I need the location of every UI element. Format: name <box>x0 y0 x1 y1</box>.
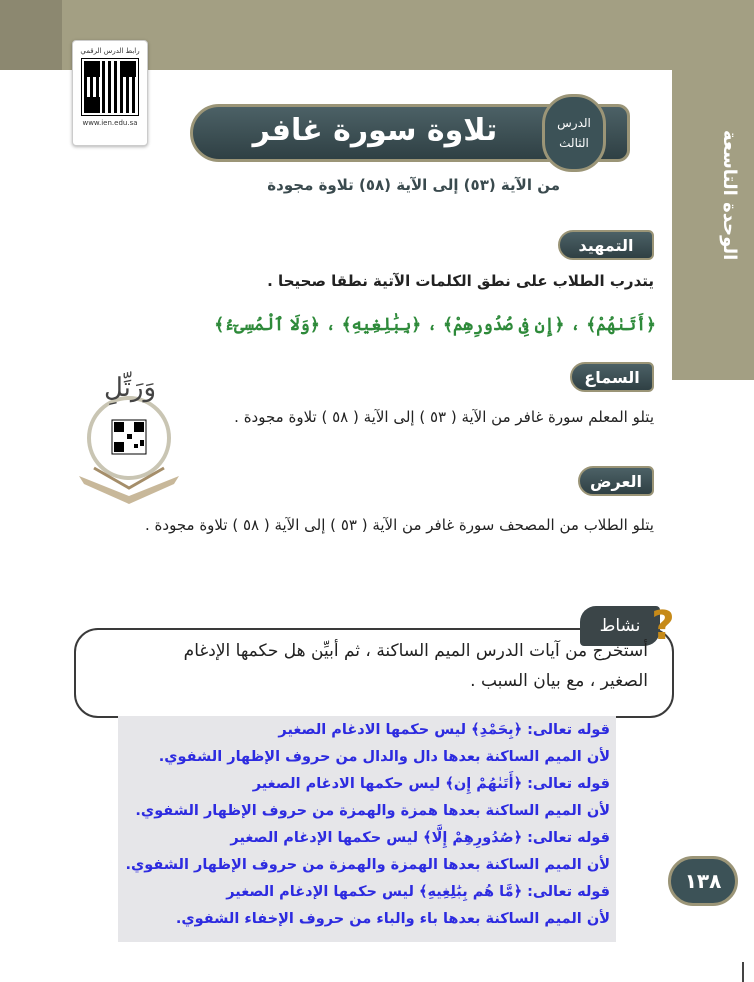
answer-line-3: قوله تعالى: ﴿أَتَىٰهُمْ إِن﴾ ليس حكمها الادغام الصغير <box>252 776 610 792</box>
listening-heading: السماع <box>570 362 654 392</box>
unit-label: الوحدة التاسعة <box>719 129 740 261</box>
qr-code-icon[interactable] <box>82 59 138 115</box>
lesson-subtitle: من الآية (٥٣) إلى الآية (٥٨) تلاوة مجودة <box>267 176 560 194</box>
lesson-badge <box>542 94 606 172</box>
answer-line-1: قوله تعالى: ﴿بِحَمْدِ﴾ ليس حكمها الادغام الصغير <box>278 722 610 738</box>
activity-line2: الصغير ، مع بيان السبب . <box>470 671 648 691</box>
quran-recite-icon[interactable] <box>74 368 184 508</box>
listening-text: يتلو المعلم سورة غافر من الآية ( ٥٣ ) إلى الآية ( ٥٨ ) تلاوة مجودة . <box>234 408 654 426</box>
edge-mark <box>742 962 744 982</box>
activity-line1: أستخرج من آيات الدرس الميم الساكنة ، ثم أبيِّن هل حكمها الإدغام <box>183 641 648 661</box>
presentation-heading: العرض <box>578 466 654 496</box>
intro-verses: ﴿أَتَىٰهُمْ﴾ ، ﴿إِن فِى صُدُورِهِمْ﴾ ، ﴿بِبَٰلِغِيهِ﴾ ، ﴿وَلَا ٱلْمُسِىٓءُ﴾ <box>214 315 656 335</box>
lesson-badge-line1: الدرس <box>557 116 591 130</box>
qr-caption: رابط الدرس الرقمي <box>80 47 140 55</box>
lesson-badge-line2: الثالث <box>559 136 589 150</box>
question-mark-icon: ? <box>651 603 675 649</box>
top-band-corner <box>0 0 62 70</box>
answer-line-2: لأن الميم الساكنة بعدها دال والدال من حروف الإظهار الشفوي. <box>158 749 610 765</box>
answer-line-8: لأن الميم الساكنة بعدها باء والباء من حروف الإخفاء الشفوي. <box>175 911 610 927</box>
digital-lesson-qr-card[interactable] <box>72 40 148 146</box>
answer-line-5: قوله تعالى: ﴿صُدُورِهِمْ إِلَّا﴾ ليس حكمها الإدغام الصغير <box>230 830 610 846</box>
quran-icon-text: وَرَتِّلِ <box>103 373 157 403</box>
activity-question <box>88 636 648 696</box>
page-number: ١٣٨ <box>668 856 738 906</box>
qr-url[interactable]: www.ien.edu.sa <box>82 119 138 127</box>
answer-line-6: لأن الميم الساكنة بعدها الهمزة والهمزة من حروف الإظهار الشفوي. <box>125 857 610 873</box>
intro-heading: التمهيد <box>558 230 654 260</box>
answer-line-7: قوله تعالى: ﴿مَّا هُم بِبَٰلِغِيهِ﴾ ليس حكمها الإدغام الصغير <box>226 884 610 900</box>
intro-text: يتدرب الطلاب على نطق الكلمات الآتية نطقا صحيحا . <box>267 272 654 290</box>
activity-tag: نشاط <box>580 606 660 646</box>
answer-line-4: لأن الميم الساكنة بعدها همزة والهمزة من حروف الإظهار الشفوي. <box>135 803 610 819</box>
lesson-title: تلاوة سورة غافر <box>252 113 498 148</box>
presentation-text: يتلو الطلاب من المصحف سورة غافر من الآية ( ٥٣ ) إلى الآية ( ٥٨ ) تلاوة مجودة . <box>145 516 654 534</box>
